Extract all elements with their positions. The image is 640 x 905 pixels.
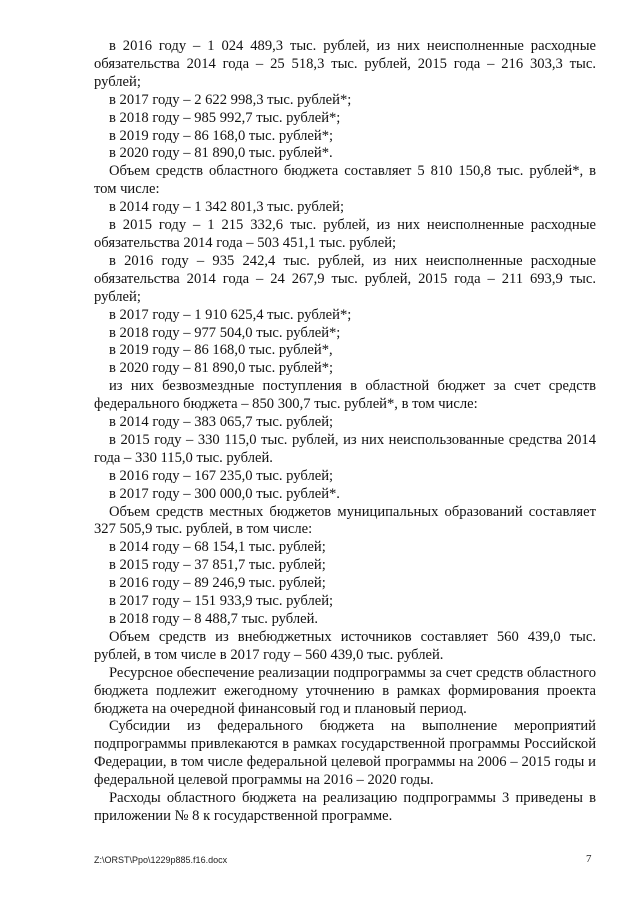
paragraph: в 2017 году – 151 933,9 тыс. рублей; — [109, 593, 334, 610]
page-number: 7 — [586, 853, 592, 865]
footer-file-path: Z:\ORST\Ppo\1229p885.f16.docx — [94, 855, 228, 865]
paragraph: в 2018 году – 8 488,7 тыс. рублей. — [109, 611, 319, 627]
paragraph: в 2020 году – 81 890,0 тыс. рублей*; — [109, 360, 334, 377]
paragraph: в 2017 году – 300 000,0 тыс. рублей*. — [109, 485, 340, 502]
paragraph: из них безвозмездные поступления в областной бюджет за счет средств федерального бюджета – 850 300,7 тыс. рублей*, в том числе: — [94, 378, 596, 413]
paragraph: в 2018 году – 985 992,7 тыс. рублей*; — [109, 109, 341, 126]
paragraph: Объем средств областного бюджета составляет 5 810 150,8 тыс. рублей*, в том числе: — [94, 163, 596, 198]
paragraph: Субсидии из федерального бюджета на выполнение мероприятий подпрограммы привлекаются в рамках государственной программы Российской Федерации, в том числе федеральной целевой программы на 2006 – 2015 годы и федеральной целевой программы на 2016 – 2020 годы. — [94, 718, 596, 789]
paragraph: в 2016 году – 1 024 489,3 тыс. рублей, из них неисполненные расходные обязательства 2014 года – 25 518,3 тыс. рублей, 2015 года – 216 303,3 тыс. рублей; — [94, 38, 596, 90]
paragraph: в 2018 году – 977 504,0 тыс. рублей*; — [109, 324, 341, 341]
paragraph: в 2015 году – 1 215 332,6 тыс. рублей, из них неисполненные расходные обязательства 2014 года – 503 451,1 тыс. рублей; — [94, 217, 596, 251]
paragraph: в 2014 году – 1 342 801,3 тыс. рублей; — [109, 199, 345, 216]
paragraph: в 2015 году – 37 851,7 тыс. рублей; — [109, 557, 326, 574]
paragraph: Ресурсное обеспечение реализации подпрограммы за счет средств областного бюджета подлежит ежегодному уточнению в рамках формирования проекта бюджета на очередной финансовый год и плановый период. — [94, 664, 596, 717]
paragraph: в 2017 году – 2 622 998,3 тыс. рублей*; — [109, 91, 352, 108]
paragraph: в 2016 году – 935 242,4 тыс. рублей, из них неисполненные расходные обязательства 2014 года – 24 267,9 тыс. рублей, 2015 года – 211 693,9 тыс. рублей; — [94, 252, 596, 305]
paragraph: в 2016 году – 167 235,0 тыс. рублей; — [109, 467, 334, 484]
paragraph: в 2017 году – 1 910 625,4 тыс. рублей*; — [109, 306, 352, 323]
document-body — [94, 38, 596, 826]
paragraph: Объем средств местных бюджетов муниципальных образований составляет 327 505,9 тыс. рублей, в том числе: — [94, 503, 596, 538]
paragraph: в 2015 году – 330 115,0 тыс. рублей, из них неиспользованные средства 2014 года – 330 115,0 тыс. рублей. — [94, 431, 596, 466]
paragraph: в 2014 году – 383 065,7 тыс. рублей; — [109, 414, 334, 431]
paragraph: в 2020 году – 81 890,0 тыс. рублей*. — [109, 145, 333, 162]
paragraph: в 2019 году – 86 168,0 тыс. рублей*, — [109, 342, 333, 359]
paragraph: в 2014 году – 68 154,1 тыс. рублей; — [109, 539, 326, 556]
paragraph: Объем средств из внебюджетных источников составляет 560 439,0 тыс. рублей, в том числе в 2017 году – 560 439,0 тыс. рублей. — [94, 628, 596, 663]
paragraph: Расходы областного бюджета на реализацию подпрограммы 3 приведены в приложении № 8 к государственной программе. — [94, 790, 596, 824]
paragraph: в 2019 году – 86 168,0 тыс. рублей*; — [109, 127, 334, 144]
paragraph: в 2016 году – 89 246,9 тыс. рублей; — [109, 575, 326, 592]
